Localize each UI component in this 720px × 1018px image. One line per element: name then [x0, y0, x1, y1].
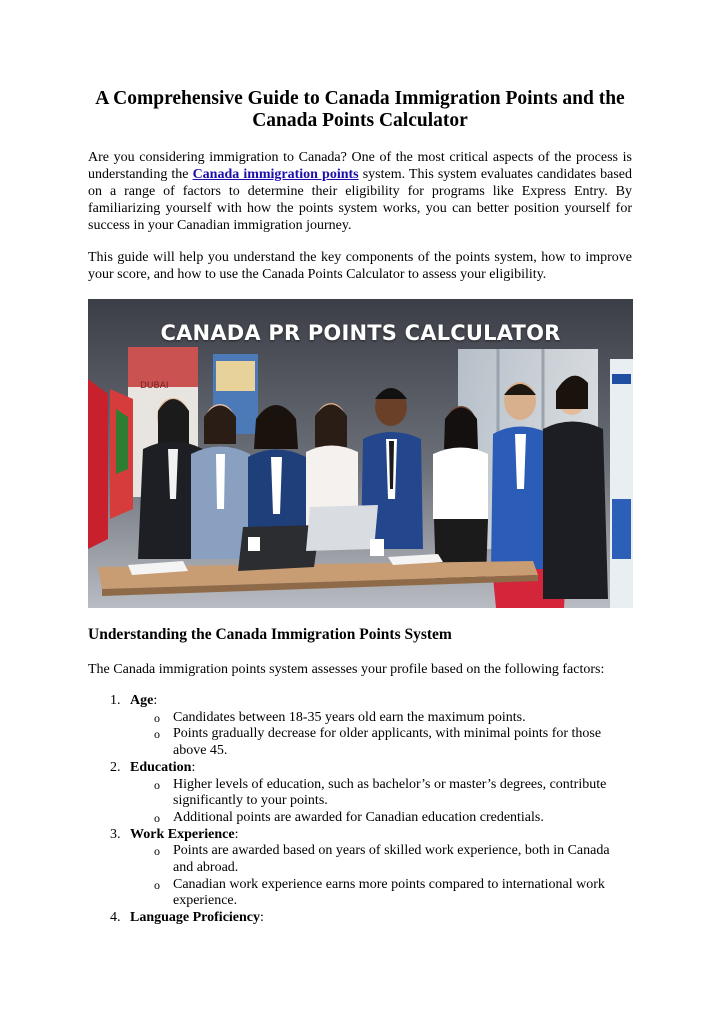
- bullet-icon: o: [154, 710, 160, 725]
- intro-text-after-link: system. This system evaluates candidates based on a range of factors to determine their eligibility for programs like Express Entry. By familiarizing yourself with how the points system works, you can better position yourself for success in your Canadian immigration journey.: [88, 167, 632, 233]
- image-banner-text: CANADA PR POINTS CALCULATOR: [160, 321, 561, 345]
- guide-paragraph: This guide will help you understand the key components of the points system, how to improve your score, and how to use the Canada Points Calculator to assess your eligibility.: [88, 250, 632, 282]
- factor-number: 3.: [110, 826, 121, 842]
- factor-point: o Higher levels of education, such as bachelor’s or master’s degrees, contribute significantly to your points.: [154, 776, 607, 809]
- office-scene-illustration: [88, 299, 633, 608]
- bullet-icon: o: [154, 810, 160, 825]
- hero-image: [88, 299, 633, 608]
- factor-points: [130, 710, 632, 760]
- factor-item-language-proficiency: 4. Language Proficiency:: [110, 910, 264, 926]
- canada-immigration-points-link[interactable]: Canada immigration points: [192, 167, 359, 182]
- image-sign-text: DUBAI: [140, 381, 169, 391]
- bullet-icon: o: [154, 877, 160, 892]
- factor-points: [130, 843, 632, 910]
- bullet-icon: o: [154, 727, 160, 742]
- factor-item-work-experience: 3. Work Experience: o Points are awarded based on years of skilled work experience, both in Canada and abroad. o Canadian work experience earns more points compared to international work experience.: [88, 827, 632, 911]
- factor-name: Age: [130, 693, 154, 708]
- intro-text-before-link: Are you considering immigration to Canada? One of the most critical aspects of the process is understanding the: [88, 150, 632, 182]
- page-title: A Comprehensive Guide to Canada Immigration Points and the Canada Points Calculator: [95, 88, 625, 131]
- bullet-icon: o: [154, 777, 160, 792]
- factor-point: o Points are awarded based on years of skilled work experience, both in Canada and abroad.: [154, 843, 610, 876]
- intro-paragraph: [88, 149, 632, 234]
- section-intro: The Canada immigration points system assesses your profile based on the following factors:: [88, 662, 605, 677]
- factor-name: Work Experience: [130, 826, 235, 842]
- factor-name: Education: [130, 759, 192, 775]
- factor-point: o Additional points are awarded for Canadian education credentials.: [154, 809, 544, 825]
- bullet-icon: o: [154, 844, 160, 859]
- factor-point: o Points gradually decrease for older applicants, with minimal points for those above 45.: [154, 726, 602, 759]
- factor-points: [130, 777, 632, 827]
- factor-point: o Canadian work experience earns more points compared to international work experience.: [154, 876, 605, 909]
- factor-point: o Candidates between 18-35 years old earn the maximum points.: [154, 709, 526, 725]
- factors-list: [88, 693, 632, 927]
- factor-number: 2.: [110, 759, 121, 775]
- factor-number: 1.: [110, 693, 121, 708]
- factor-item-education: 2. Education: o Higher levels of education, such as bachelor’s or master’s degrees, contribute significantly to your points. o Additional points are awarded for Canadian education credentials.: [88, 760, 632, 827]
- factor-name: Language Proficiency: [130, 910, 261, 926]
- factor-number: 4.: [110, 910, 121, 926]
- section-heading: Understanding the Canada Immigration Points System: [88, 626, 452, 643]
- factor-item-age: 1. Age: o Candidates between 18-35 years old earn the maximum points. o Points gradually decrease for older applicants, with minimal points for those above 45.: [88, 693, 632, 760]
